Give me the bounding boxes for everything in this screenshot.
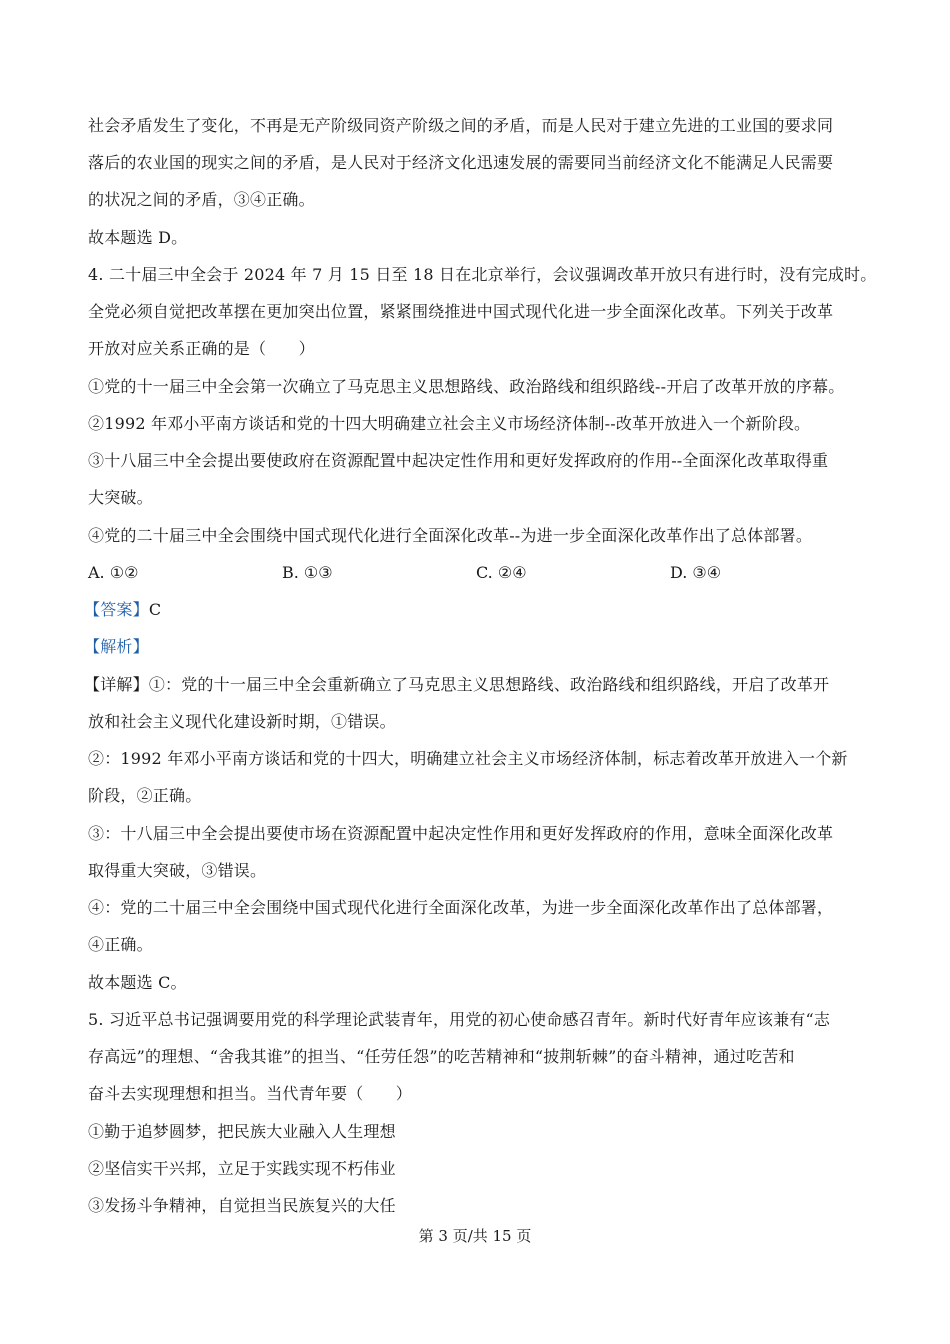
q4-answer [84,599,161,621]
q5-stem-line: 存高远”的理想、“舍我其谁”的担当、“任劳任怨”的吃苦精神和“披荆斩棘”的奋斗精神，通过吃苦和 [88,1047,795,1066]
q4-option-b: B. ①③ [282,563,333,582]
q4-detail-line: ③：十八届三中全会提出要使市场在资源配置中起决定性作用和更好发挥政府的作用，意味全面深化改革 [88,824,834,843]
q5-stem-line: 奋斗去实现理想和担当。当代青年要（ ） [88,1084,413,1103]
q5-stem-line: 5. 习近平总书记强调要用党的科学理论武装青年，用党的初心使命感召青年。新时代好青年应该兼有“志 [88,1010,831,1029]
q4-option-a: A. ①② [88,563,139,582]
prev-answer-conclusion: 故本题选 D。 [88,228,188,247]
prev-answer-line: 落后的农业国的现实之间的矛盾，是人民对于经济文化迅速发展的需要同当前经济文化不能满足人民需要 [88,153,834,172]
q4-statement: ②1992 年邓小平南方谈话和党的十四大明确建立社会主义市场经济体制--改革开放进入一个新阶段。 [88,414,811,433]
detail-tag: 【详解】 [84,675,149,694]
q4-conclusion: 故本题选 C。 [88,973,187,992]
prev-answer-line: 的状况之间的矛盾，③④正确。 [88,190,315,209]
q4-stem-line: 全党必须自觉把改革摆在更加突出位置，紧紧围绕推进中国式现代化进一步全面深化改革。下列关于改革 [88,302,834,321]
q4-detail-line: 放和社会主义现代化建设新时期，①错误。 [88,712,396,731]
answer-value: C [148,600,162,619]
q4-option-c: C. ②④ [476,563,527,582]
q4-statement: ①党的十一届三中全会第一次确立了马克思主义思想路线、政治路线和组织路线--开启了改革开放的序幕。 [88,377,845,396]
q4-statement: ③十八届三中全会提出要使政府在资源配置中起决定性作用和更好发挥政府的作用--全面深化改革取得重 [88,451,829,470]
q4-stem-line: 开放对应关系正确的是（ ） [88,339,315,358]
q4-detail-line: 阶段，②正确。 [88,786,202,805]
q5-statement: ②坚信实干兴邦，立足于实践实现不朽伟业 [88,1159,396,1178]
q4-option-d: D. ③④ [670,563,722,582]
q4-detail-line: ④正确。 [88,935,153,954]
prev-answer-line: 社会矛盾发生了变化，不再是无产阶级同资产阶级之间的矛盾，而是人民对于建立先进的工业国的要求同 [88,116,834,135]
q4-detail-first [84,674,829,696]
q4-detail-line: ④：党的二十届三中全会围绕中国式现代化进行全面深化改革，为进一步全面深化改革作出了总体部署， [88,898,834,917]
q5-statement: ③发扬斗争精神，自觉担当民族复兴的大任 [88,1196,396,1215]
q4-detail-line: ②：1992 年邓小平南方谈话和党的十四大，明确建立社会主义市场经济体制，标志着改革开放进入一个新 [88,749,848,768]
q5-statement: ①勤于追梦圆梦，把民族大业融入人生理想 [88,1122,396,1141]
detail-text: ①：党的十一届三中全会重新确立了马克思主义思想路线、政治路线和组织路线，开启了改革开 [148,675,830,694]
q4-statement: ④党的二十届三中全会围绕中国式现代化进行全面深化改革--为进一步全面深化改革作出了总体部署。 [88,526,813,545]
answer-tag: 【答案】 [84,600,149,619]
q4-detail-line: 取得重大突破，③错误。 [88,861,267,880]
q4-stem-line: 4. 二十届三中全会于 2024 年 7 月 15 日至 18 日在北京举行，会议强调改革开放只有进行时，没有完成时。 [88,265,877,284]
page-footer: 第 3 页/共 15 页 [418,1227,532,1245]
q4-statement: 大突破。 [88,488,153,507]
analysis-tag: 【解析】 [84,637,149,656]
